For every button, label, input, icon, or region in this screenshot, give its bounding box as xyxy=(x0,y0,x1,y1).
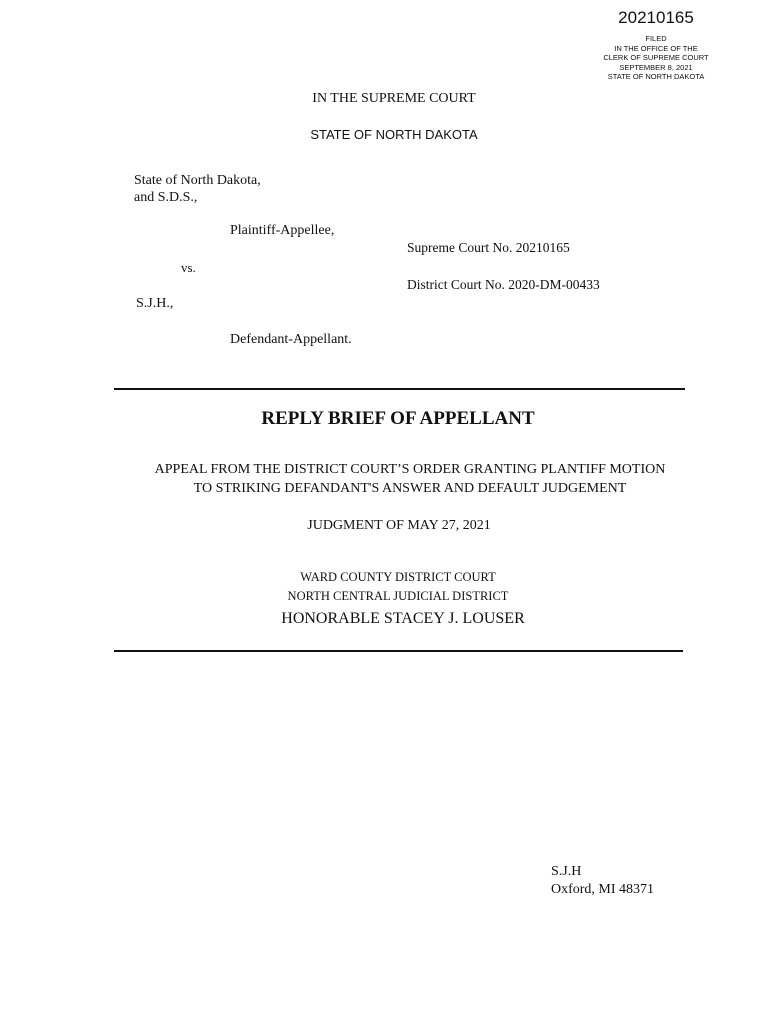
appeal-line: APPEAL FROM THE DISTRICT COURT’S ORDER GRANTING PLANTIFF MOTION xyxy=(154,462,666,477)
supreme-court-number: Supreme Court No. 20210165 xyxy=(407,240,570,255)
filing-stamp-line: FILED xyxy=(645,34,667,43)
judge-name: HONORABLE STACEY J. LOUSER xyxy=(281,610,525,627)
district-court-number: District Court No. 2020-DM-00433 xyxy=(407,277,600,292)
plaintiff-role: Plaintiff-Appellee, xyxy=(230,223,335,238)
filing-stamp-line: CLERK OF SUPREME COURT xyxy=(603,53,709,62)
filing-stamp-number: 20210165 xyxy=(618,8,694,27)
court-name: IN THE SUPREME COURT xyxy=(312,91,476,106)
court-state: STATE OF NORTH DAKOTA xyxy=(310,127,478,142)
filing-stamp-line: IN THE OFFICE OF THE xyxy=(614,43,698,53)
plaintiff-line: and S.D.S., xyxy=(134,190,198,205)
address-city: Oxford, MI 48371 xyxy=(551,882,655,897)
defendant-role: Defendant-Appellant. xyxy=(230,332,352,347)
appeal-description xyxy=(0,460,770,498)
versus-label: vs. xyxy=(181,260,196,275)
appeal-line: TO STRIKING DEFANDANT'S ANSWER AND DEFAULT JUDGEMENT xyxy=(193,481,627,496)
plaintiff-line: State of North Dakota, xyxy=(134,173,261,188)
district-court-name: WARD COUNTY DISTRICT COURT xyxy=(300,570,496,584)
filing-stamp-line: STATE OF NORTH DAKOTA xyxy=(607,72,705,81)
document-title: REPLY BRIEF OF APPELLANT xyxy=(261,408,535,429)
defendant-name: S.J.H., xyxy=(136,296,174,311)
plaintiff-names xyxy=(134,172,261,206)
filing-stamp-line: SEPTEMBER 8, 2021 xyxy=(619,62,693,72)
filing-stamp xyxy=(590,34,722,82)
address-name: S.J.H xyxy=(551,864,582,879)
address-block xyxy=(551,863,654,899)
judicial-district: NORTH CENTRAL JUDICIAL DISTRICT xyxy=(287,589,509,603)
top-divider xyxy=(114,388,685,390)
bottom-divider xyxy=(114,650,683,652)
judgment-date: JUDGMENT OF MAY 27, 2021 xyxy=(307,518,491,533)
